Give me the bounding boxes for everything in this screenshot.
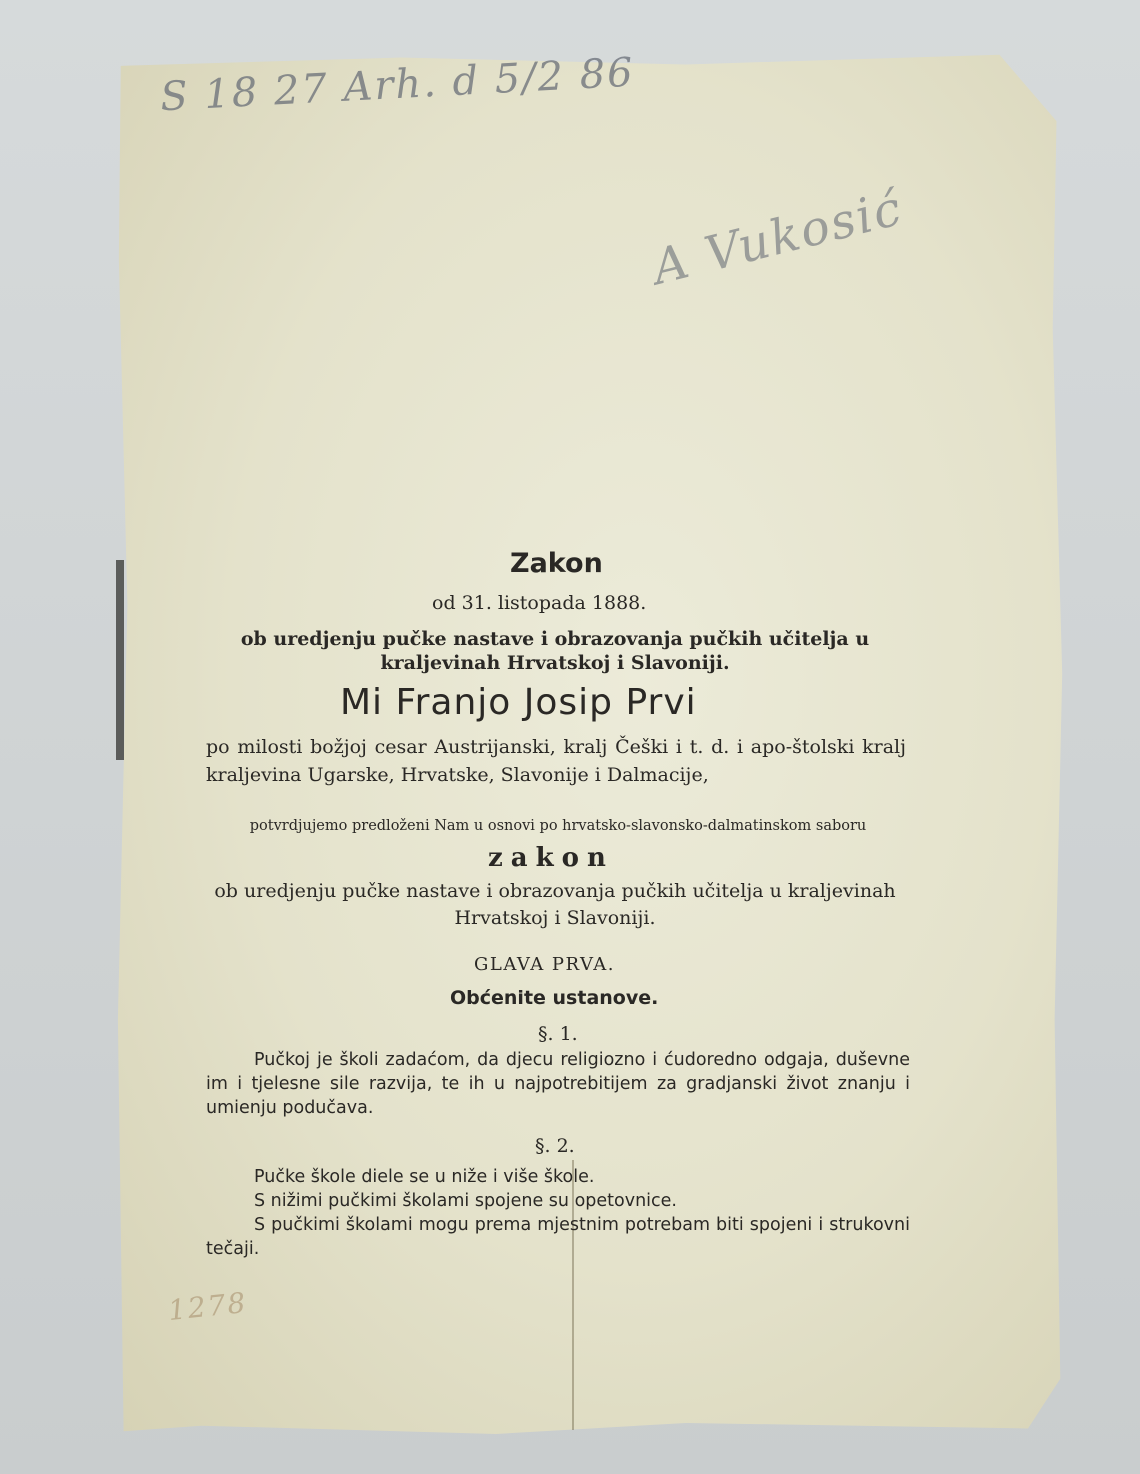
section-2-text bbox=[206, 1165, 910, 1261]
handwritten-note: S 18 27 Arh. d 5/2 86 bbox=[159, 49, 636, 121]
law-title: ob uredjenju pučke nastave i obrazovanja pučkih učitelja u kraljevinah Hrvatskoj i Slavoniji. bbox=[214, 880, 896, 929]
confirmation-line: potvrdjujemo predloženi Nam u osnovi po hrvatsko-slavonsko-dalmatinskom saboru bbox=[249, 818, 867, 834]
monarch-titles: po milosti božjoj cesar Austrijanski, kralj Češki i t. d. i apo-štolski kralj kraljevina Ugarske, Hrvatske, Slavonije i Dalmacije, bbox=[206, 736, 906, 786]
section-2-line: S nižimi pučkimi školami spojene su opetovnice. bbox=[254, 1191, 677, 1211]
section-2-mark: §. 2. bbox=[535, 1135, 575, 1157]
law-word: zakon bbox=[488, 843, 614, 873]
section-1-text: Pučkoj je školi zadaćom, da djecu religiozno i ćudoredno odgaja, duševne im i tjelesne sile razvija, te ih u najpotrebitijem za gradjanski život znanju i umienju podučava. bbox=[206, 1050, 910, 1118]
chapter-label: GLAVA PRVA. bbox=[474, 954, 615, 975]
document-heading: ob uredjenju pučke nastave i obrazovanja pučkih učitelja u kraljevinah Hrvatskoj i Slavoniji. bbox=[240, 628, 870, 674]
document-date: od 31. listopada 1888. bbox=[432, 592, 647, 614]
section-2-line: Pučke škole diele se u niže i više škole. bbox=[254, 1167, 595, 1187]
binding-edge bbox=[116, 560, 124, 760]
handwritten-signature: A Vukosić bbox=[647, 179, 909, 297]
chapter-title: Obćenite ustanove. bbox=[450, 987, 659, 1009]
section-2-line: S pučkimi školami mogu prema mjestnim potrebam biti spojeni i strukovni tečaji. bbox=[206, 1215, 910, 1259]
monarch-name: Mi Franjo Josip Prvi bbox=[340, 682, 697, 723]
document-title: Zakon bbox=[510, 548, 603, 579]
margin-number: 1278 bbox=[166, 1285, 249, 1328]
section-1-mark: §. 1. bbox=[538, 1023, 578, 1045]
